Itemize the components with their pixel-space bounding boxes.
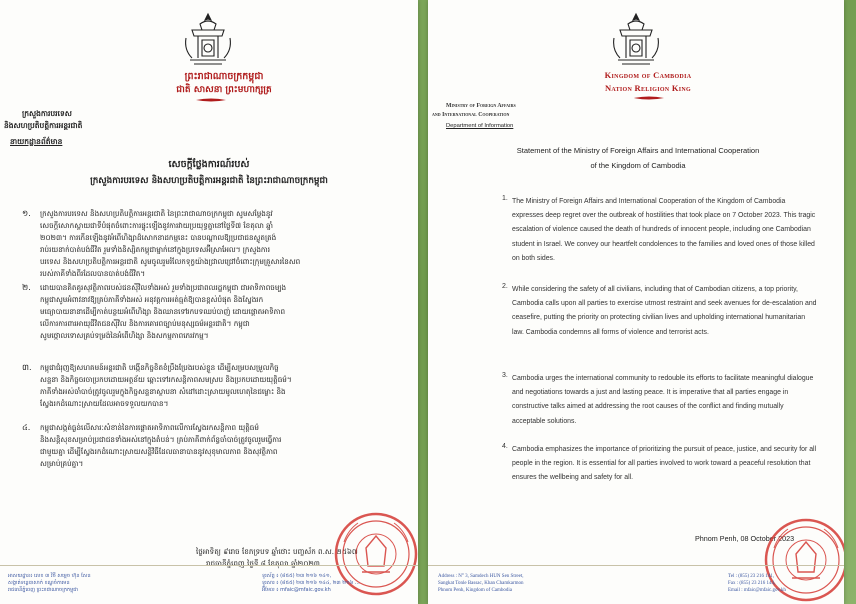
paragraph-line: ២០២៣។ ការកើនឡើងនូវអំពើហិង្សាដ៏សោកនាដកម្មនេះ បានបណ្តាលឱ្យប្រជាជនស្លូតត្រង់ xyxy=(40,233,277,242)
paragraph-line: រាប់រយនាក់បាត់បង់ជីវិត រួមទាំងនិស្សិតកម្ពុជាម្នាក់នៅក្នុងប្រទេសអ៊ីស្រាអែល។ ក្រសួងការ xyxy=(40,245,271,254)
english-statement-page xyxy=(428,0,844,604)
paragraph-line: សម្រាប់គ្រប់គ្នា។ xyxy=(40,459,84,468)
paragraph-number: ១. xyxy=(22,208,31,218)
paragraph-line: ស្វែងរកដំណោះស្រាយដែលអាចទទួលយកបាន។ xyxy=(40,399,169,408)
ministry-line-1: ក្រសួងការបរទេស xyxy=(22,109,72,118)
paragraph-line: ដោយបានគិតគូរសុវត្ថិភាពរបស់ជនស៊ីវិលទាំងអស់ រួមទាំងប្រជាពលរដ្ឋកម្ពុជា ជាអាទិភាពចម្បង xyxy=(40,283,287,292)
ministry-line-2: និងសហប្រតិបត្តិការអន្តរជាតិ xyxy=(4,121,83,130)
statement-subtitle: of the Kingdom of Cambodia xyxy=(590,161,686,170)
royal-crest-icon xyxy=(606,10,666,68)
footer-address: Address : N° 3, Samdech HUN Sen Street, Sangkat Tonle Bassac, Khan Chamkarmon Phnom Penh, Kingdom of Cambodia xyxy=(438,574,524,593)
statement-title: សេចក្តីថ្លែងការណ៍របស់ xyxy=(168,159,250,170)
paragraph-text: Cambodia urges the international community to redouble its efforts to facilitate meaningful dialogue and negotiations towards a just and lasting peace. It is imperative that all parties engage in constructive talks aimed at addressing the root causes of the conflict and finding mutually acceptable solutions. xyxy=(512,375,814,425)
paragraph-line: កម្ពុជាសូមអំពាវនាវឱ្យគ្រប់ភាគីទាំងអស់ អនុវត្តការអត់ធ្មត់ឱ្យបានខ្ពស់បំផុត និងស្វែងរក xyxy=(40,295,264,304)
nation-motto: ជាតិ សាសនា ព្រះមហាក្សត្រ xyxy=(176,85,272,95)
paragraph-line: សេចក្តីសោកស្តាយជាទីបំផុតចំពោះការផ្ទុះឡើងនូវការវាយប្រយុទ្ធគ្នានៅថ្ងៃទី៧ ខែតុលា ឆ្នាំ xyxy=(40,221,274,230)
paragraph-number: 4. xyxy=(502,443,508,450)
paragraph-number: ២. xyxy=(22,282,31,292)
ornament-divider-icon xyxy=(634,96,664,100)
paragraph-line: របស់ភាគីទាំងពីរដែលបានបាត់បង់ជីវិត។ xyxy=(40,269,146,278)
paragraph-line: កម្ពុជាជំរុញឱ្យសហគមន៍អន្តរជាតិ បង្កើនកិច្ចខិតខំប្រឹងប្រែងរបស់ខ្លួន ដើម្បីសម្របសម្រួលកិច្ច xyxy=(40,363,279,372)
paragraph-text: While considering the safety of all civilians, including that of Cambodian citizens, a top priority, Cambodia calls upon all parties to exercise utmost restraint and seek avenues for de-escalation and ceasefire, putting the priority on protecting civilian lives and upholding international humanitarian law. Cambodia condemns all forms of violence and terrorist acts. xyxy=(512,286,817,336)
paragraph-line: សន្ទនា និងកិច្ចចរចាប្រកបដោយអត្ថន័យ ឆ្ពោះទៅរកសន្តិភាពសមស្រប និងប្រកបដោយយុត្តិធម៌។ xyxy=(40,375,292,384)
paragraph-line: ភាគីទាំងអស់ចាំបាច់ត្រូវចូលរួមក្នុងកិច្ចសន្ទនាស្ថាបនា សំដៅដោះស្រាយមូលហេតុនៃជម្លោះ និង xyxy=(40,387,286,396)
kingdom-title: Kingdom of Cambodia xyxy=(604,70,692,80)
paragraph-number: 3. xyxy=(502,372,508,379)
kingdom-title: ព្រះរាជាណាចក្រកម្ពុជា xyxy=(184,71,264,82)
department-name: Department of Information xyxy=(446,123,514,129)
department-name: នាយកដ្ឋានព័ត៌មាន xyxy=(10,137,63,146)
place-date: Phnom Penh, 08 October 2023 xyxy=(695,534,795,543)
khmer-letterhead-footer xyxy=(0,565,418,604)
footer-contact: Tel : (855) 23 216 141, Fax : (855) 23 216 144, Email : mfaic@mfaic.gov.kh xyxy=(728,574,786,593)
ornament-divider-icon xyxy=(196,98,226,102)
lunar-date: ថ្ងៃអាទិត្យ ៩រោច ខែភទ្របទ ឆ្នាំថោះ បញ្ចស័ក ព.ស. ២៥៦៧ xyxy=(196,547,358,556)
paragraph-number: 1. xyxy=(502,195,508,202)
paragraph-line: បរទេស និងសហប្រតិបត្តិការអន្តរជាតិ សូមចូលរួមរំលែកទុក្ខយ៉ាងជ្រាលជ្រៅចំពោះក្រុមគ្រួសារនៃសព xyxy=(40,257,301,266)
footer-contact: ទូរស័ព្ទ ៖ (៨៥៥) ២៣ ២១៦ ១៤១, ទូរសារ ៖ (៨៥៥) ២៣ ២១៦ ១៤៤, ២៣ ២១៦ ... អ៊ីមែល ៖ mfaic@mfaic.gov.kh xyxy=(262,573,360,593)
paragraph-line: លើការការពារអាយុជីវិតជនស៊ីវិល និងការគោរពច្បាប់មនុស្សធម៌អន្តរជាតិ។ កម្ពុជា xyxy=(40,319,250,328)
ministry-line-1: Ministry of Foreign Affairs xyxy=(446,103,516,109)
statement-title: Statement of the Ministry of Foreign Affairs and International Cooperation xyxy=(516,146,760,155)
paragraph-line: ក្រសួងការបរទេស និងសហប្រតិបត្តិការអន្តរជាតិ នៃព្រះរាជាណាចក្រកម្ពុជា សូមសម្តែងនូវ xyxy=(40,209,273,218)
paragraph-line: មធ្យោបាយនានាដើម្បីកាត់បន្ថយអំពើហិង្សា និងឈានទៅរកបទឈប់បាញ់ ដោយផ្តោតអាទិភាព xyxy=(40,307,286,316)
paragraph-number: 2. xyxy=(502,283,508,290)
royal-crest-icon xyxy=(178,10,238,68)
solar-date: រាជធានីភ្នំពេញ ថ្ងៃទី ៨ ខែតុលា ឆ្នាំ២០២៣ xyxy=(206,559,320,568)
paragraph-number: ៣. xyxy=(22,362,32,372)
statement-subtitle: ក្រសួងការបរទេស និងសហប្រតិបត្តិការអន្តរជាតិ នៃព្រះរាជាណាចក្រកម្ពុជា xyxy=(90,176,328,186)
paragraph-line: សូមថ្កោលទោសគ្រប់ទម្រង់នៃអំពើហិង្សា និងសកម្មភាពភេរវកម្ម។ xyxy=(40,331,209,340)
paragraph-line: និងសន្តិសុខសម្រាប់ប្រជាជនទាំងអស់នៅក្នុងតំបន់។ គ្រប់ភាគីពាក់ព័ន្ធចាំបាច់ត្រូវចូលរួមធ្វើការ xyxy=(40,435,282,444)
paragraph-line: ជាមួយគ្នា ដើម្បីស្វែងរកដំណោះស្រាយសន្តិវិធីដែលធានាបាននូវសុខុមាលភាព និងសុវត្ថិភាព xyxy=(40,447,278,456)
paragraph-text: The Ministry of Foreign Affairs and International Cooperation of the Kingdom of Cambodia expresses deep regret over the outbreak of hostilities that took place on 7 October 2023. This tragic escalation of violence caused the death of hundreds of innocent people, including one Cambodian student in Israel. We convey our heartfelt condolences to the families and loved ones of those killed on both sides. xyxy=(512,198,816,262)
english-letterhead-footer xyxy=(428,565,844,604)
khmer-statement-page xyxy=(0,0,418,604)
paragraph-number: ៤. xyxy=(22,422,31,432)
ministry-line-2: and International Cooperation xyxy=(432,112,510,118)
paragraph-text: Cambodia emphasizes the importance of prioritizing the pursuit of peace, justice, and security for all people in the region. It is essential for all parties involved to work toward a peaceful resolution that ensures the wellbeing and safety for all. xyxy=(512,446,817,482)
nation-motto: Nation Religion King xyxy=(604,83,692,93)
paragraph-line: កម្ពុជាសង្កត់ធ្ងន់លើសារៈសំខាន់នៃការផ្តោតអាទិភាពលើការស្វែងរកសន្តិភាព យុត្តិធម៌ xyxy=(40,423,259,432)
footer-address: អាសយដ្ឋាន៖ លេខ ៣ វិថី សម្តេច ហ៊ុន សែន សង្កាត់ទន្លេបាសាក់ ខណ្ឌចំការមន រាជធានីភ្នំពេញ ព្រះរាជាណាចក្រកម្ពុជា xyxy=(8,573,91,593)
